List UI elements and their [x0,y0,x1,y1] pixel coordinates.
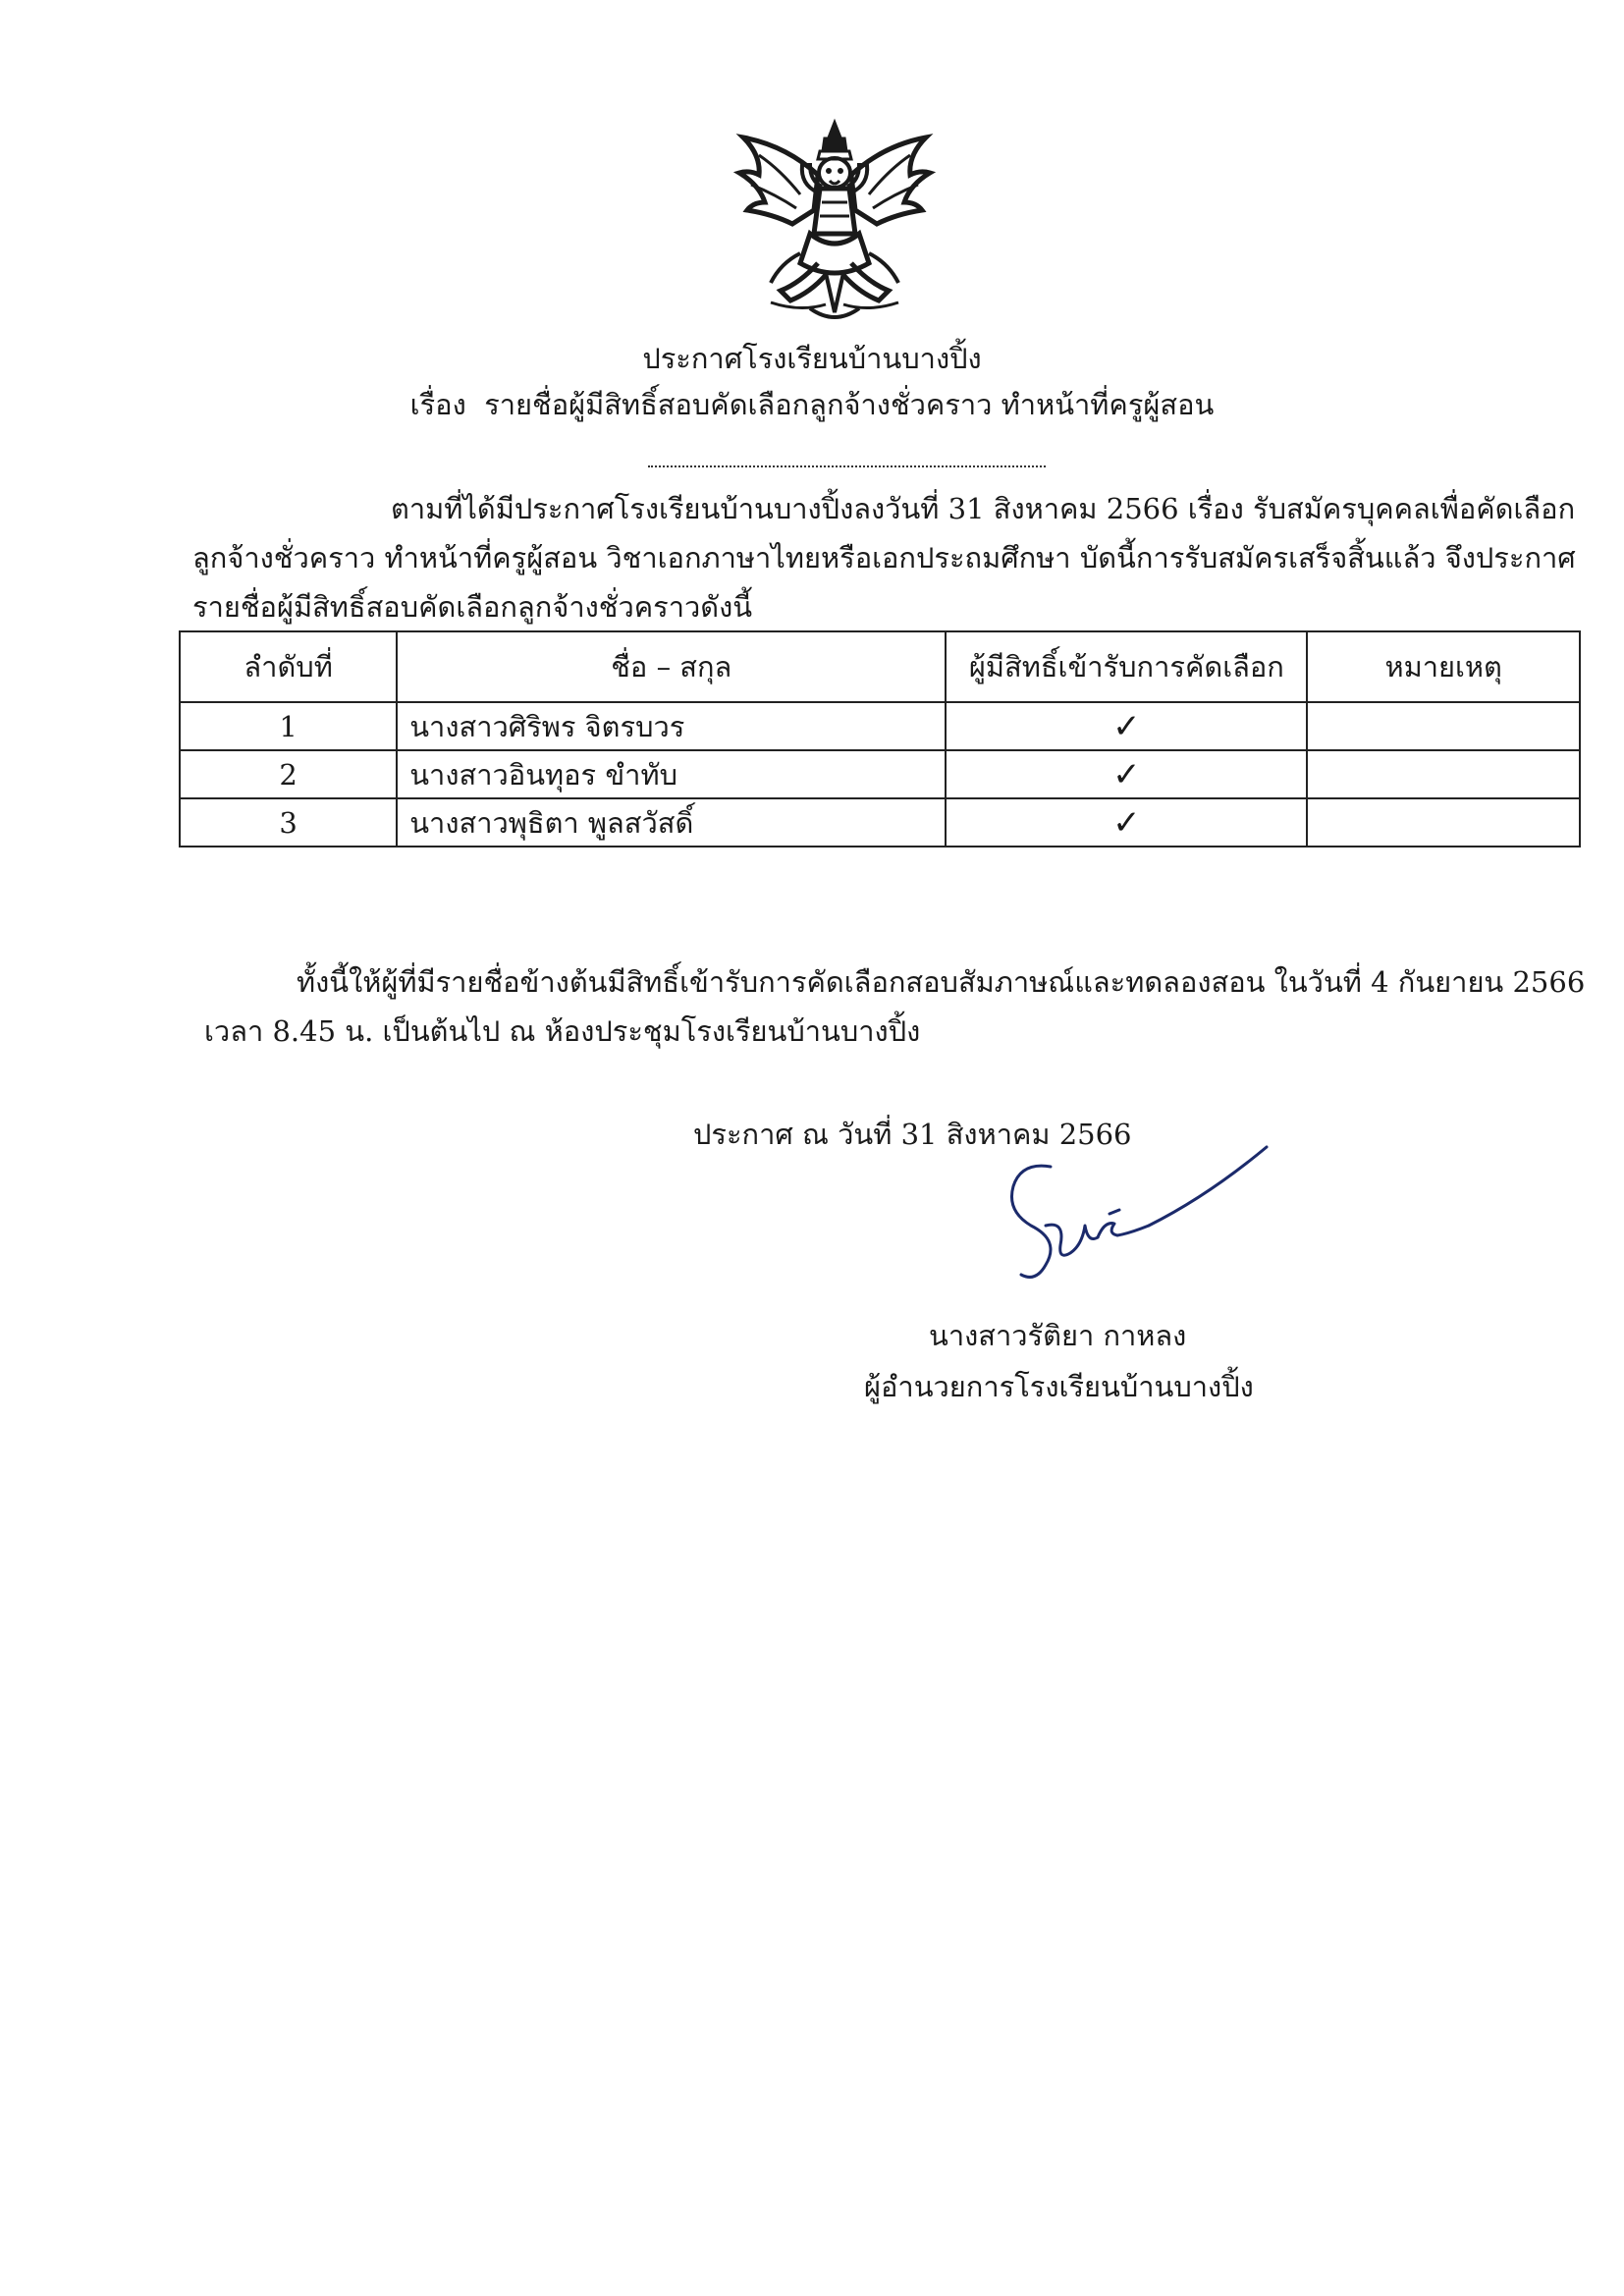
row-note [1307,702,1580,750]
intro-line-1: ตามที่ได้มีประกาศโรงเรียนบ้านบางปิ้งลงวันที่ 31 สิงหาคม 2566 เรื่อง รับสมัครบุคคลเพื่อคัดเลือก [391,492,1576,525]
row-no: 2 [180,750,397,798]
row-name: นางสาวพุธิตา พูลสวัสดิ์ [397,798,946,847]
table-row [180,702,1580,750]
announcement-subject [0,385,1624,424]
row-name: นางสาวศิริพร จิตรบวร [397,702,946,750]
check-icon: ✓ [946,702,1307,750]
announcement-title: ประกาศโรงเรียนบ้านบางปิ้ง [642,342,982,375]
row-no: 1 [180,702,397,750]
intro-line-2: ลูกจ้างชั่วคราว ทำหน้าที่ครูผู้สอน วิชาเอกภาษาไทยหรือเอกประถมศึกษา บัดนี้การรับสมัครเสร็จสิ้นแล้ว จึงประกาศ [192,541,1576,574]
subject-prefix: เรื่อง [409,388,466,421]
table-row [180,798,1580,847]
row-name: นางสาวอินทุอร ขำทับ [397,750,946,798]
header-eligible: ผู้มีสิทธิ์เข้ารับการคัดเลือก [946,631,1307,702]
intro-line-3: รายชื่อผู้มีสิทธิ์สอบคัดเลือกลูกจ้างชั่วคราวดังนี้ [192,590,753,624]
header-note: หมายเหตุ [1307,631,1580,702]
table-row [180,750,1580,798]
header-name: ชื่อ – สกุล [397,631,946,702]
row-note [1307,798,1580,847]
row-no: 3 [180,798,397,847]
notice-line-2: เวลา 8.45 น. เป็นต้นไป ณ ห้องประชุมโรงเรียนบ้านบางปิ้ง [204,1014,921,1048]
notice-line-1: ทั้งนี้ให้ผู้ที่มีรายชื่อข้างต้นมีสิทธิ์เข้ารับการคัดเลือกสอบสัมภาษณ์และทดลองสอน ในวันที่ 4 กันยายน 2566 [297,965,1586,999]
check-icon: ✓ [946,750,1307,798]
subject-text: รายชื่อผู้มีสิทธิ์สอบคัดเลือกลูกจ้างชั่วคราว ทำหน้าที่ครูผู้สอน [484,388,1215,421]
handwritten-signature-icon [992,1127,1286,1304]
announcement-date: ประกาศ ณ วันที่ 31 สิงหาคม 2566 [693,1118,1132,1151]
signer-title: ผู้อำนวยการโรงเรียนบ้านบางปิ้ง [864,1370,1254,1403]
row-note [1307,750,1580,798]
dotted-divider [648,465,1046,467]
table-header-row [180,631,1580,702]
check-icon: ✓ [946,798,1307,847]
eligible-candidates-table [179,630,1581,847]
signer-name: นางสาวรัติยา กาหลง [929,1319,1187,1352]
header-no: ลำดับที่ [180,631,397,702]
garuda-emblem-icon [731,116,938,327]
